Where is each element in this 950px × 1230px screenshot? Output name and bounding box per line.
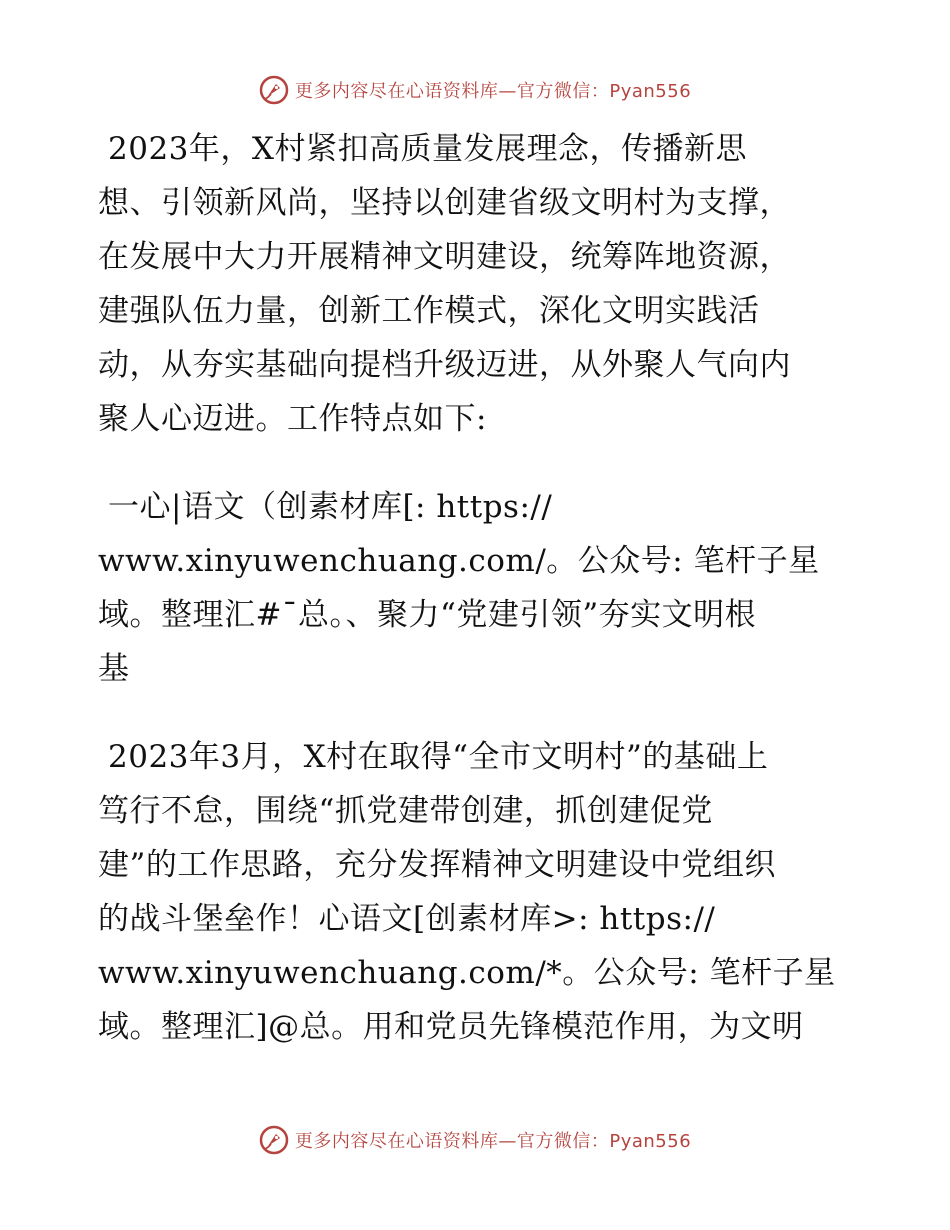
paragraph-line: 在发展中大力开展精神文明建设，统筹阵地资源， bbox=[98, 239, 791, 275]
paragraph-line: www.xinyuwenchuang.com/。公众号: 笔杆子星 bbox=[98, 543, 820, 579]
paragraph-line: 基 bbox=[98, 651, 130, 687]
paragraph-1 bbox=[98, 122, 858, 446]
paragraph-line: 2023年，X村紧扣高质量发展理念，传播新思 bbox=[108, 131, 747, 167]
paragraph-line: 2023年3月，X村在取得“全市文明村”的基础上 bbox=[108, 739, 769, 775]
paragraph-line: 一心|语文（创素材库[: https:// bbox=[108, 489, 553, 525]
document-body bbox=[98, 122, 858, 1088]
footer-banner-text: 更多内容尽在心语资料库—官方微信：Pyan556 bbox=[294, 1131, 692, 1152]
paragraph-3 bbox=[98, 730, 858, 1054]
paragraph-line: 域。整理汇#¯总。、聚力“党建引领”夯实文明根 bbox=[98, 597, 757, 633]
paragraph-line: 域。整理汇]@总。用和党员先锋模范作用，为文明 bbox=[98, 1009, 804, 1045]
footer-banner bbox=[0, 1122, 950, 1158]
paragraph-line: 想、引领新风尚，坚持以创建省级文明村为支撑， bbox=[98, 185, 791, 221]
paragraph-line: 笃行不怠，围绕“抓党建带创建，抓创建促党 bbox=[98, 793, 713, 829]
paragraph-line: 动，从夯实基础向提档升级迈进，从外聚人气向内 bbox=[98, 347, 791, 383]
paragraph-line: 建强队伍力量，创新工作模式，深化文明实践活 bbox=[98, 293, 760, 329]
paragraph-2 bbox=[98, 480, 858, 696]
paragraph-line: 聚人心迈进。工作特点如下: bbox=[98, 401, 487, 437]
paragraph-line: 的战斗堡垒作！心语文[创素材库>: https:// bbox=[98, 901, 716, 937]
header-banner bbox=[0, 72, 950, 108]
paragraph-line: www.xinyuwenchuang.com/*。公众号: 笔杆子星 bbox=[98, 955, 836, 991]
header-banner-text: 更多内容尽在心语资料库—官方微信：Pyan556 bbox=[294, 81, 692, 102]
pen-nib-logo-icon bbox=[259, 1125, 289, 1155]
paragraph-line: 建”的工作思路，充分发挥精神文明建设中党组织 bbox=[98, 847, 776, 883]
pen-nib-logo-icon bbox=[259, 75, 289, 105]
